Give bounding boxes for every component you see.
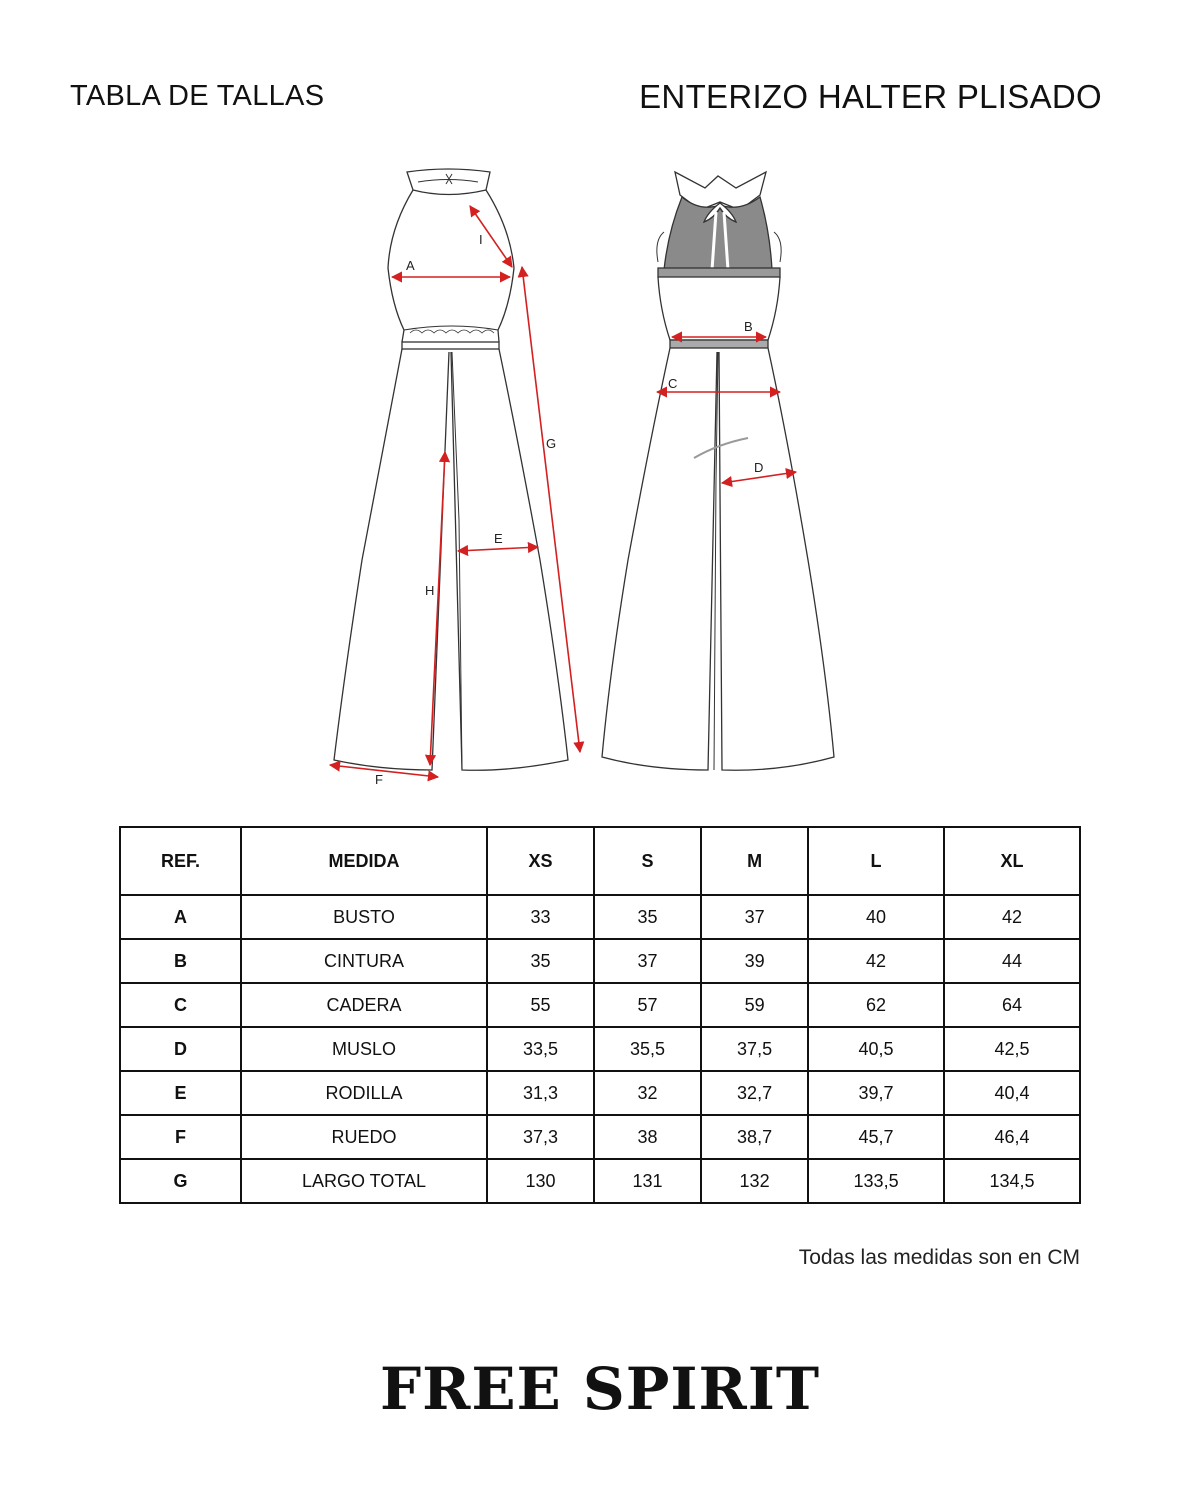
label-b: B xyxy=(744,319,753,334)
cell-ref: G xyxy=(120,1159,241,1203)
brand-logo: FREE SPIRIT xyxy=(379,1355,821,1423)
cell-m: 37 xyxy=(701,895,808,939)
cell-xs: 33,5 xyxy=(487,1027,594,1071)
cell-s: 32 xyxy=(594,1071,701,1115)
cell-xs: 55 xyxy=(487,983,594,1027)
cell-xs: 33 xyxy=(487,895,594,939)
cell-l: 39,7 xyxy=(808,1071,944,1115)
cell-medida: RODILLA xyxy=(241,1071,487,1115)
table-row xyxy=(120,939,1080,983)
cell-medida: BUSTO xyxy=(241,895,487,939)
cell-l: 42 xyxy=(808,939,944,983)
cell-m: 37,5 xyxy=(701,1027,808,1071)
arrow-f xyxy=(330,765,438,777)
cell-s: 37 xyxy=(594,939,701,983)
cell-m: 32,7 xyxy=(701,1071,808,1115)
back-view xyxy=(602,172,834,770)
header-xs: XS xyxy=(487,827,594,895)
cell-s: 38 xyxy=(594,1115,701,1159)
label-h: H xyxy=(425,583,435,598)
cell-ref: A xyxy=(120,895,241,939)
cell-xs: 31,3 xyxy=(487,1071,594,1115)
cell-l: 133,5 xyxy=(808,1159,944,1203)
cell-m: 38,7 xyxy=(701,1115,808,1159)
table-row xyxy=(120,1071,1080,1115)
cell-ref: B xyxy=(120,939,241,983)
arrow-e xyxy=(458,547,538,551)
cell-xl: 42 xyxy=(944,895,1080,939)
cell-ref: C xyxy=(120,983,241,1027)
cell-medida: MUSLO xyxy=(241,1027,487,1071)
cell-xl: 46,4 xyxy=(944,1115,1080,1159)
size-table xyxy=(119,826,1081,1204)
table-row xyxy=(120,1115,1080,1159)
cell-medida: RUEDO xyxy=(241,1115,487,1159)
label-c: C xyxy=(668,376,678,391)
cell-xs: 35 xyxy=(487,939,594,983)
cell-xl: 64 xyxy=(944,983,1080,1027)
front-view xyxy=(334,169,568,770)
label-i: I xyxy=(479,232,483,247)
cell-xl: 40,4 xyxy=(944,1071,1080,1115)
label-f: F xyxy=(375,772,383,787)
header-l: L xyxy=(808,827,944,895)
cell-s: 57 xyxy=(594,983,701,1027)
cell-xl: 44 xyxy=(944,939,1080,983)
arrow-i xyxy=(470,206,512,267)
size-chart-title: TABLA DE TALLAS xyxy=(70,80,325,112)
measurement-arrows xyxy=(330,206,796,777)
header-medida: MEDIDA xyxy=(241,827,487,895)
table-row xyxy=(120,1027,1080,1071)
header-m: M xyxy=(701,827,808,895)
label-d: D xyxy=(754,460,764,475)
cell-l: 45,7 xyxy=(808,1115,944,1159)
cell-ref: E xyxy=(120,1071,241,1115)
cell-l: 62 xyxy=(808,983,944,1027)
label-g: G xyxy=(546,436,557,451)
table-header-row xyxy=(120,827,1080,895)
header-xl: XL xyxy=(944,827,1080,895)
cell-m: 132 xyxy=(701,1159,808,1203)
cell-s: 35,5 xyxy=(594,1027,701,1071)
table-row xyxy=(120,983,1080,1027)
label-e: E xyxy=(494,531,503,546)
cell-xs: 130 xyxy=(487,1159,594,1203)
cell-ref: F xyxy=(120,1115,241,1159)
label-a: A xyxy=(406,258,415,273)
cell-xl: 42,5 xyxy=(944,1027,1080,1071)
cell-medida: CINTURA xyxy=(241,939,487,983)
cell-medida: LARGO TOTAL xyxy=(241,1159,487,1203)
table-row xyxy=(120,1159,1080,1203)
cell-l: 40 xyxy=(808,895,944,939)
header-ref: REF. xyxy=(120,827,241,895)
cell-m: 59 xyxy=(701,983,808,1027)
cell-xs: 37,3 xyxy=(487,1115,594,1159)
product-name: ENTERIZO HALTER PLISADO xyxy=(639,78,1102,115)
table-row xyxy=(120,895,1080,939)
cell-medida: CADERA xyxy=(241,983,487,1027)
cell-xl: 134,5 xyxy=(944,1159,1080,1203)
garment-diagram xyxy=(0,150,1200,810)
arrow-h xyxy=(430,452,445,765)
cell-m: 39 xyxy=(701,939,808,983)
cell-l: 40,5 xyxy=(808,1027,944,1071)
header-s: S xyxy=(594,827,701,895)
cell-ref: D xyxy=(120,1027,241,1071)
cell-s: 35 xyxy=(594,895,701,939)
units-note: Todas las medidas son en CM xyxy=(798,1246,1080,1269)
cell-s: 131 xyxy=(594,1159,701,1203)
